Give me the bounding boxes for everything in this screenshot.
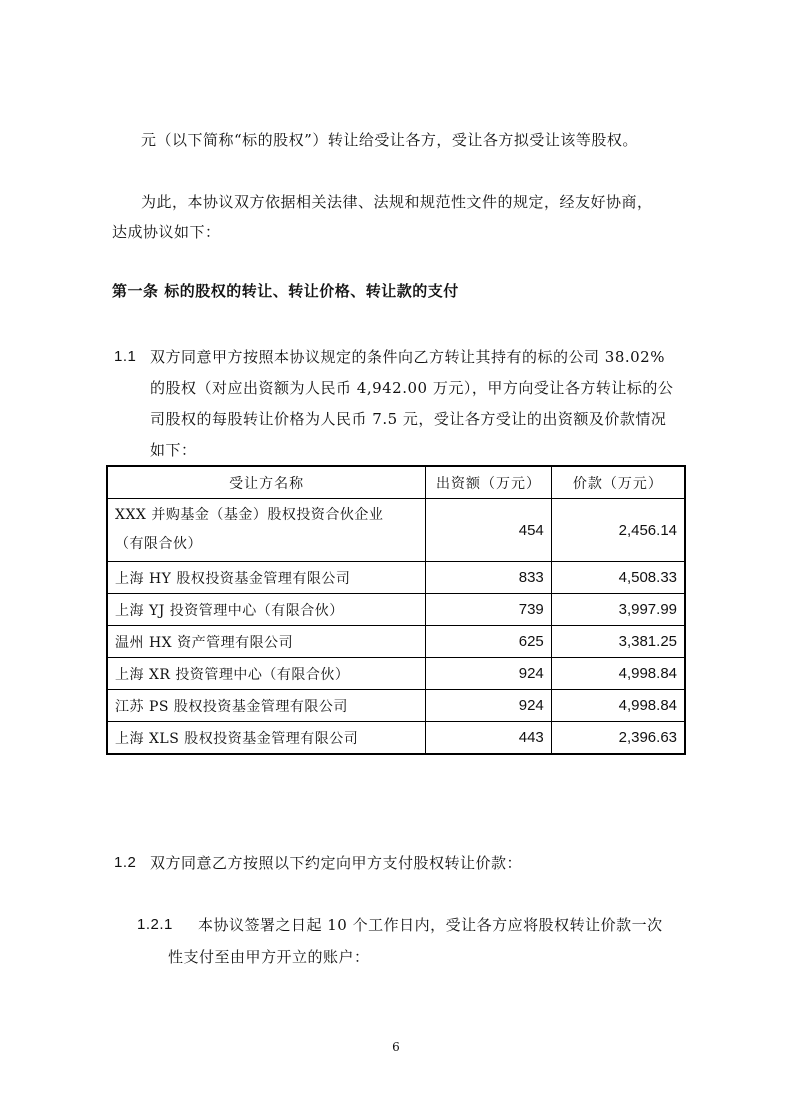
price-value: 4,998.84	[551, 690, 685, 722]
transferee-name: 上海 XLS 股权投资基金管理有限公司	[107, 722, 426, 755]
transferee-name: 上海 YJ 投资管理中心（有限合伙）	[107, 594, 426, 626]
clause-1-2-1-line-1: 本协议签署之日起 10 个工作日内，受让各方应将股权转让价款一次	[198, 916, 663, 934]
capital-value: 924	[426, 658, 552, 690]
table-row	[107, 722, 685, 755]
table-row	[107, 690, 685, 722]
transferee-name: 上海 HY 股权投资基金管理有限公司	[107, 562, 426, 594]
capital-value: 924	[426, 690, 552, 722]
transferee-name: 江苏 PS 股权投资基金管理有限公司	[107, 690, 426, 722]
clause-1-1-line-2: 的股权（对应出资额为人民币 4,942.00 万元），甲方向受让各方转让标的公	[150, 379, 674, 397]
transferee-name: 温州 HX 资产管理有限公司	[107, 626, 426, 658]
price-value: 3,997.99	[551, 594, 685, 626]
transferee-name	[107, 499, 426, 562]
clause-1-1-line-1: 双方同意甲方按照本协议规定的条件向乙方转让其持有的标的公司 38.02%	[150, 348, 665, 366]
table-row	[107, 594, 685, 626]
clause-1-2-text: 双方同意乙方按照以下约定向甲方支付股权转让价款：	[150, 854, 523, 872]
table-header-row	[107, 466, 685, 499]
clause-1-1-number: 1.1	[114, 348, 137, 365]
header-transferee-name: 受让方名称	[107, 466, 426, 499]
clause-1-2-1-number: 1.2.1	[137, 916, 173, 933]
clause-1-1-line-3: 司股权的每股转让价格为人民币 7.5 元，受让各方受让的出资额及价款情况	[150, 410, 667, 428]
header-capital: 出资额（万元）	[426, 466, 552, 499]
capital-value: 739	[426, 594, 552, 626]
intro-line-3: 达成协议如下：	[112, 223, 221, 241]
article-1-title: 第一条 标的股权的转让、转让价格、转让款的支付	[112, 282, 459, 300]
table-row	[107, 499, 685, 562]
transferee-name: 上海 XR 投资管理中心（有限合伙）	[107, 658, 426, 690]
table-row	[107, 658, 685, 690]
price-value: 4,508.33	[551, 562, 685, 594]
clause-1-1-line-4: 如下：	[150, 441, 197, 459]
capital-value: 625	[426, 626, 552, 658]
price-value: 4,998.84	[551, 658, 685, 690]
capital-value: 454	[426, 499, 552, 562]
transferee-name-line-2: （有限合伙）	[115, 536, 202, 552]
table-row	[107, 562, 685, 594]
header-price: 价款（万元）	[551, 466, 685, 499]
transferee-name-line-1: XXX 并购基金（基金）股权投资合伙企业	[115, 507, 384, 523]
clause-1-2-1-line-2: 性支付至由甲方开立的账户：	[168, 948, 370, 966]
intro-line-1: 元（以下简称“标的股权”）转让给受让各方，受让各方拟受让该等股权。	[141, 131, 638, 149]
price-value: 3,381.25	[551, 626, 685, 658]
price-value: 2,396.63	[551, 722, 685, 755]
price-value: 2,456.14	[551, 499, 685, 562]
clause-1-2-number: 1.2	[114, 854, 137, 871]
intro-line-2: 为此，本协议双方依据相关法律、法规和规范性文件的规定，经友好协商，	[141, 193, 653, 211]
capital-value: 833	[426, 562, 552, 594]
transferee-table	[106, 465, 686, 755]
page-number: 6	[392, 1040, 400, 1054]
table-row	[107, 626, 685, 658]
capital-value: 443	[426, 722, 552, 755]
